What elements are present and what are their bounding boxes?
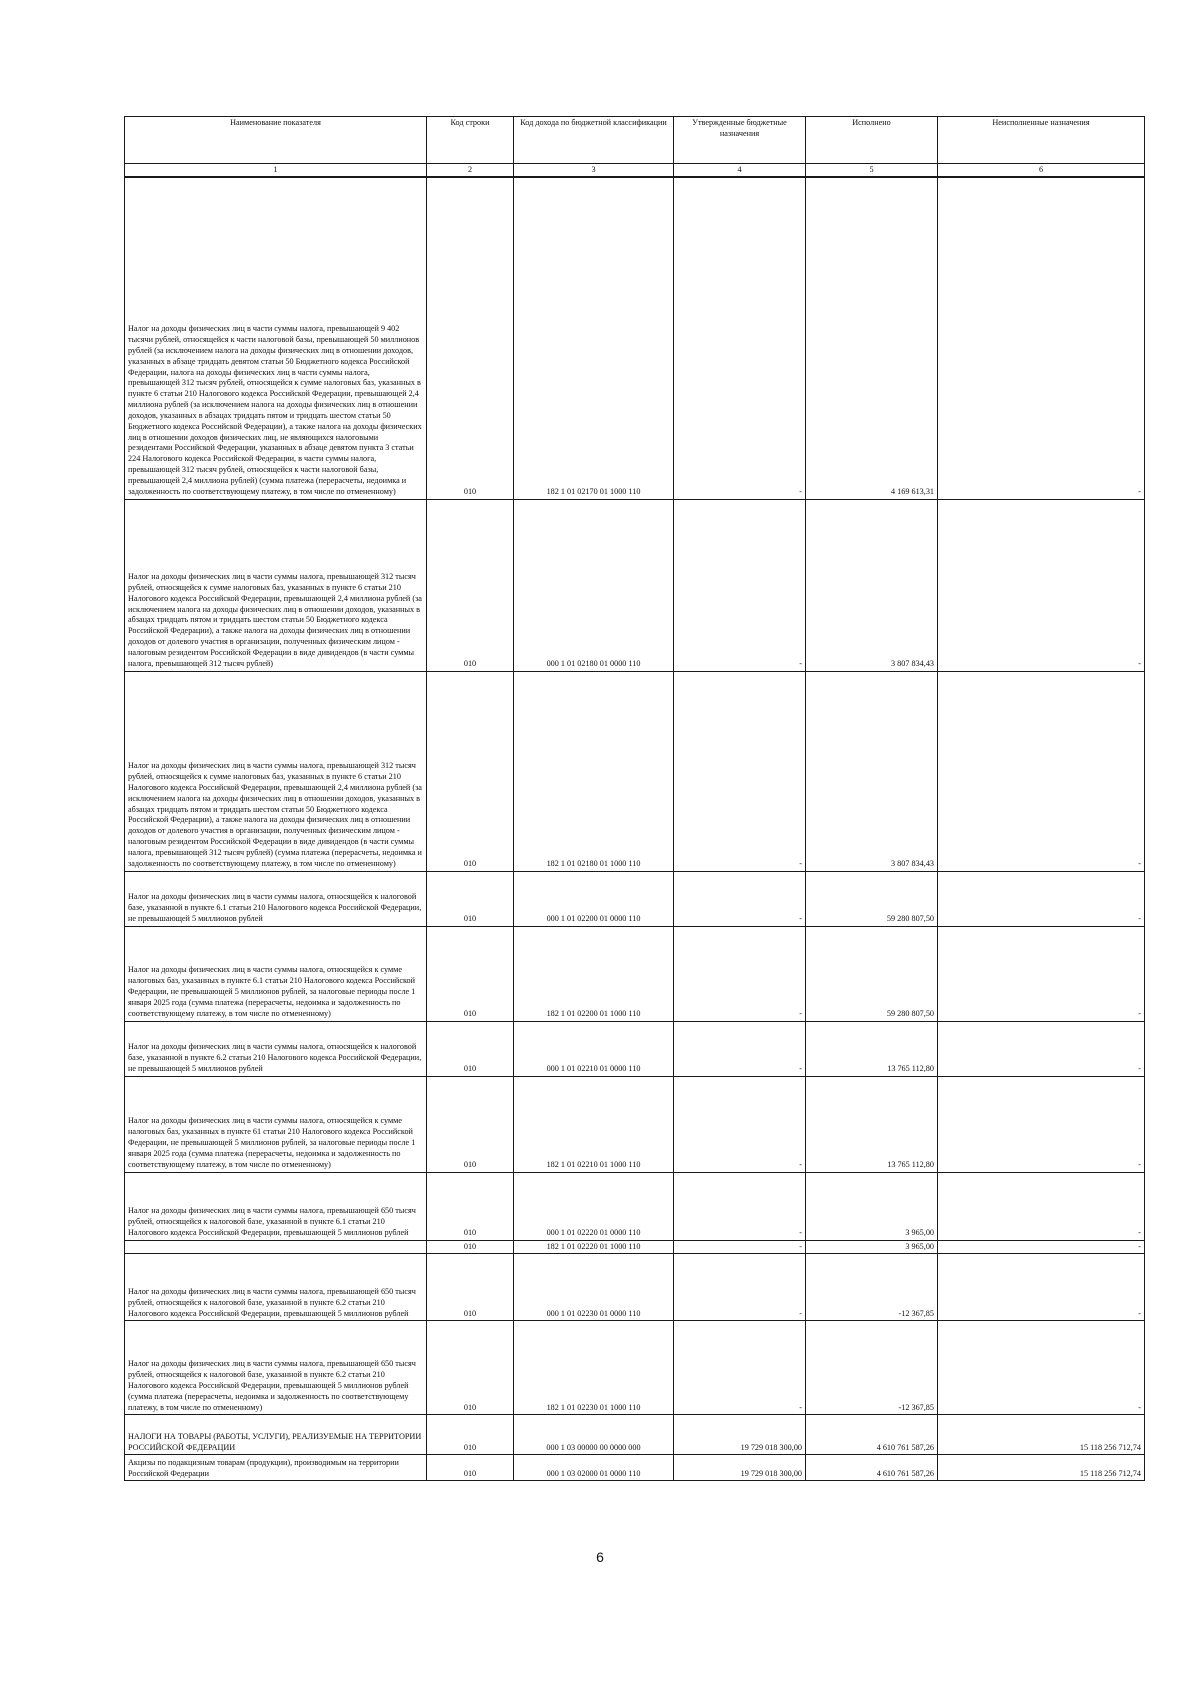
table-row bbox=[125, 871, 1145, 926]
table-row bbox=[125, 1455, 1145, 1481]
executed-amount: 3 807 834,43 bbox=[806, 671, 938, 871]
unexecuted-amount: - bbox=[938, 671, 1145, 871]
executed-amount: 4 610 761 587,26 bbox=[806, 1415, 938, 1455]
table-row bbox=[125, 1076, 1145, 1172]
unexecuted-amount: - bbox=[938, 1172, 1145, 1240]
executed-amount: 3 965,00 bbox=[806, 1240, 938, 1254]
budget-code: 000 1 03 02000 01 0000 110 bbox=[514, 1455, 674, 1481]
approved-amount: - bbox=[674, 177, 806, 499]
row-code: 010 bbox=[427, 1415, 514, 1455]
header-row-code: Код строки bbox=[427, 117, 514, 164]
indicator-name: Налог на доходы физических лиц в части суммы налога, превышающей 312 тысяч рублей, относящейся к сумме налоговых баз, указанных в пункте 6 статьи 210 Налогового кодекса Российской Федерации, превышающей 2,4 миллиона рублей (за исключением налога на доходы физических лиц в отношении доходов, указанных в абзацах тридцать пятом и тридцать шестом статьи 50 Бюджетного кодекса Российской Федерации), а также налога на доходы физических лиц в отношении доходов от долевого участия в организации, полученных физическим лицом - налоговым резидентом Российской Федерации в виде дивидендов (в части суммы налога, превышающей 312 тысяч рублей) (сумма платежа (перерасчеты, недоимка и задолженность по соответствующему платежу, в том числе по отмененному) bbox=[125, 671, 427, 871]
row-code: 010 bbox=[427, 1455, 514, 1481]
header-executed: Исполнено bbox=[806, 117, 938, 164]
table-row bbox=[125, 1021, 1145, 1076]
row-code: 010 bbox=[427, 926, 514, 1021]
executed-amount: 13 765 112,80 bbox=[806, 1076, 938, 1172]
table-row bbox=[125, 1172, 1145, 1240]
executed-amount: -12 367,85 bbox=[806, 1321, 938, 1415]
executed-amount: 4 169 613,31 bbox=[806, 177, 938, 499]
page-number: 6 bbox=[596, 1549, 604, 1565]
indicator-name: Акцизы по подакцизным товарам (продукции), производимым на территории Российской Федерации bbox=[125, 1455, 427, 1481]
approved-amount: - bbox=[674, 871, 806, 926]
approved-amount: - bbox=[674, 671, 806, 871]
row-code: 010 bbox=[427, 671, 514, 871]
approved-amount: - bbox=[674, 1076, 806, 1172]
executed-amount: 59 280 807,50 bbox=[806, 871, 938, 926]
unexecuted-amount: - bbox=[938, 871, 1145, 926]
table-row bbox=[125, 1415, 1145, 1455]
row-code: 010 bbox=[427, 499, 514, 671]
executed-amount: -12 367,85 bbox=[806, 1254, 938, 1321]
executed-amount: 13 765 112,80 bbox=[806, 1021, 938, 1076]
row-code: 010 bbox=[427, 1076, 514, 1172]
approved-amount: - bbox=[674, 1240, 806, 1254]
header-budget-code: Код дохода по бюджетной классификации bbox=[514, 117, 674, 164]
unexecuted-amount: - bbox=[938, 1321, 1145, 1415]
budget-code: 182 1 01 02230 01 1000 110 bbox=[514, 1321, 674, 1415]
indicator-name bbox=[125, 1240, 427, 1254]
row-code: 010 bbox=[427, 1021, 514, 1076]
table-row bbox=[125, 177, 1145, 499]
header-unexecuted: Неисполненные назначения bbox=[938, 117, 1145, 164]
approved-amount: 19 729 018 300,00 bbox=[674, 1415, 806, 1455]
row-code: 010 bbox=[427, 1240, 514, 1254]
approved-amount: - bbox=[674, 499, 806, 671]
column-number: 1 bbox=[125, 164, 427, 178]
indicator-name: Налог на доходы физических лиц в части суммы налога, превышающей 650 тысяч рублей, относящейся к налоговой базе, указанной в пункте 6.2 статьи 210 Налогового кодекса Российской Федерации, превышающей 5 миллионов рублей bbox=[125, 1254, 427, 1321]
executed-amount: 3 807 834,43 bbox=[806, 499, 938, 671]
header-approved: Утвержденные бюджетные назначения bbox=[674, 117, 806, 164]
indicator-name: НАЛОГИ НА ТОВАРЫ (РАБОТЫ, УСЛУГИ), РЕАЛИЗУЕМЫЕ НА ТЕРРИТОРИИ РОССИЙСКОЙ ФЕДЕРАЦИИ bbox=[125, 1415, 427, 1455]
column-number: 2 bbox=[427, 164, 514, 178]
unexecuted-amount: - bbox=[938, 499, 1145, 671]
budget-code: 182 1 01 02210 01 1000 110 bbox=[514, 1076, 674, 1172]
unexecuted-amount: 15 118 256 712,74 bbox=[938, 1455, 1145, 1481]
header-indicator-name: Наименование показателя bbox=[125, 117, 427, 164]
budget-code: 000 1 01 02210 01 0000 110 bbox=[514, 1021, 674, 1076]
row-code: 010 bbox=[427, 1321, 514, 1415]
row-code: 010 bbox=[427, 177, 514, 499]
approved-amount: - bbox=[674, 1321, 806, 1415]
table-row bbox=[125, 1254, 1145, 1321]
header-row bbox=[125, 117, 1145, 164]
budget-code: 000 1 01 02230 01 0000 110 bbox=[514, 1254, 674, 1321]
indicator-name: Налог на доходы физических лиц в части суммы налога, относящейся к сумме налоговых баз, указанных в пункте 6.1 статьи 210 Налогового кодекса Российской Федерации, не превышающей 5 миллионов рублей, за налоговые периоды после 1 января 2025 года (сумма платежа (перерасчеты, недоимка и задолженность по соответствующему платежу, в том числе по отмененному) bbox=[125, 926, 427, 1021]
row-code: 010 bbox=[427, 1254, 514, 1321]
unexecuted-amount: - bbox=[938, 1021, 1145, 1076]
row-code: 010 bbox=[427, 1172, 514, 1240]
indicator-name: Налог на доходы физических лиц в части суммы налога, превышающей 650 тысяч рублей, относящейся к налоговой базе, указанной в пункте 6.1 статьи 210 Налогового кодекса Российской Федерации, превышающей 5 миллионов рублей bbox=[125, 1172, 427, 1240]
unexecuted-amount: - bbox=[938, 1254, 1145, 1321]
column-number: 3 bbox=[514, 164, 674, 178]
budget-execution-table bbox=[124, 116, 1145, 1481]
row-code: 010 bbox=[427, 871, 514, 926]
budget-code: 182 1 01 02170 01 1000 110 bbox=[514, 177, 674, 499]
unexecuted-amount: - bbox=[938, 1076, 1145, 1172]
table-row bbox=[125, 1240, 1145, 1254]
indicator-name: Налог на доходы физических лиц в части суммы налога, относящейся к сумме налоговых баз, указанных в пункте 61 статьи 210 Налогового кодекса Российской Федерации, не превышающей 5 миллионов рублей, за налоговые периоды после 1 января 2025 года (сумма платежа (перерасчеты, недоимка и задолженность по соответствующему платежу, в том числе по отмененному) bbox=[125, 1076, 427, 1172]
table-row bbox=[125, 671, 1145, 871]
unexecuted-amount: - bbox=[938, 926, 1145, 1021]
budget-code: 000 1 01 02220 01 0000 110 bbox=[514, 1172, 674, 1240]
budget-code: 000 1 03 00000 00 0000 000 bbox=[514, 1415, 674, 1455]
report-sheet bbox=[124, 116, 1144, 1481]
column-number: 5 bbox=[806, 164, 938, 178]
table-body bbox=[125, 177, 1145, 1481]
approved-amount: - bbox=[674, 926, 806, 1021]
approved-amount: - bbox=[674, 1254, 806, 1321]
unexecuted-amount: - bbox=[938, 177, 1145, 499]
budget-code: 182 1 01 02220 01 1000 110 bbox=[514, 1240, 674, 1254]
executed-amount: 3 965,00 bbox=[806, 1172, 938, 1240]
column-number: 4 bbox=[674, 164, 806, 178]
indicator-name: Налог на доходы физических лиц в части суммы налога, превышающей 650 тысяч рублей, относящейся к налоговой базе, указанной в пункте 6.2 статьи 210 Налогового кодекса Российской Федерации, превышающей 5 миллионов рублей (сумма платежа (перерасчеты, недоимка и задолженность по соответствующему платежу, в том числе по отмененному) bbox=[125, 1321, 427, 1415]
column-number-row bbox=[125, 164, 1145, 178]
budget-code: 000 1 01 02200 01 0000 110 bbox=[514, 871, 674, 926]
indicator-name: Налог на доходы физических лиц в части суммы налога, превышающей 312 тысяч рублей, относящейся к сумме налоговых баз, указанных в пункте 6 статьи 210 Налогового кодекса Российской Федерации, превышающей 2,4 миллиона рублей (за исключением налога на доходы физических лиц в отношении доходов, указанных в абзацах тридцать пятом и тридцать шестом статьи 50 Бюджетного кодекса Российской Федерации), а также налога на доходы физических лиц в отношении доходов от долевого участия в организации, полученных физическим лицом - налоговым резидентом Российской Федерации в виде дивидендов (в части суммы налога, превышающей 312 тысяч рублей) bbox=[125, 499, 427, 671]
table-row bbox=[125, 926, 1145, 1021]
indicator-name: Налог на доходы физических лиц в части суммы налога, относящейся к налоговой базе, указанной в пункте 6.1 статьи 210 Налогового кодекса Российской Федерации, не превышающей 5 миллионов рублей bbox=[125, 871, 427, 926]
unexecuted-amount: - bbox=[938, 1240, 1145, 1254]
budget-code: 000 1 01 02180 01 0000 110 bbox=[514, 499, 674, 671]
indicator-name: Налог на доходы физических лиц в части суммы налога, относящейся к налоговой базе, указанной в пункте 6.2 статьи 210 Налогового кодекса Российской Федерации, не превышающей 5 миллионов рублей bbox=[125, 1021, 427, 1076]
executed-amount: 4 610 761 587,26 bbox=[806, 1455, 938, 1481]
approved-amount: 19 729 018 300,00 bbox=[674, 1455, 806, 1481]
column-number: 6 bbox=[938, 164, 1145, 178]
executed-amount: 59 280 807,50 bbox=[806, 926, 938, 1021]
table-row bbox=[125, 499, 1145, 671]
unexecuted-amount: 15 118 256 712,74 bbox=[938, 1415, 1145, 1455]
budget-code: 182 1 01 02180 01 1000 110 bbox=[514, 671, 674, 871]
table-row bbox=[125, 1321, 1145, 1415]
approved-amount: - bbox=[674, 1172, 806, 1240]
indicator-name: Налог на доходы физических лиц в части суммы налога, превышающей 9 402 тысячи рублей, относящейся к части налоговой базы, превышающей 50 миллионов рублей (за исключением налога на доходы физических лиц в отношении доходов, указанных в абзаце тридцать девятом статьи 50 Бюджетного кодекса Российской Федерации, налога на доходы физических лиц в части суммы налога, превышающей 312 тысяч рублей, относящейся к сумме налоговых баз, указанных в пункте 6 статьи 210 Налогового кодекса Российской Федерации, превышающей 2,4 миллиона рублей (за исключением налога на доходы физических лиц в отношении доходов, указанных в абзацах тридцать пятом и тридцать шестом статьи 50 Бюджетного кодекса Российской Федерации), а также налога на доходы физических лиц в отношении доходов физических лиц, не являющихся налоговыми резидентами Российской Федерации, указанных в абзаце девятом пункта 3 статьи 224 Налогового кодекса Российской Федерации, в части суммы налога, превышающей 312 тысяч рублей, относящейся к части налоговой базы, превышающей 2,4 миллиона рублей) (сумма платежа (перерасчеты, недоимка и задолженность по соответствующему платежу, в том числе по отмененному) bbox=[125, 177, 427, 499]
approved-amount: - bbox=[674, 1021, 806, 1076]
budget-code: 182 1 01 02200 01 1000 110 bbox=[514, 926, 674, 1021]
